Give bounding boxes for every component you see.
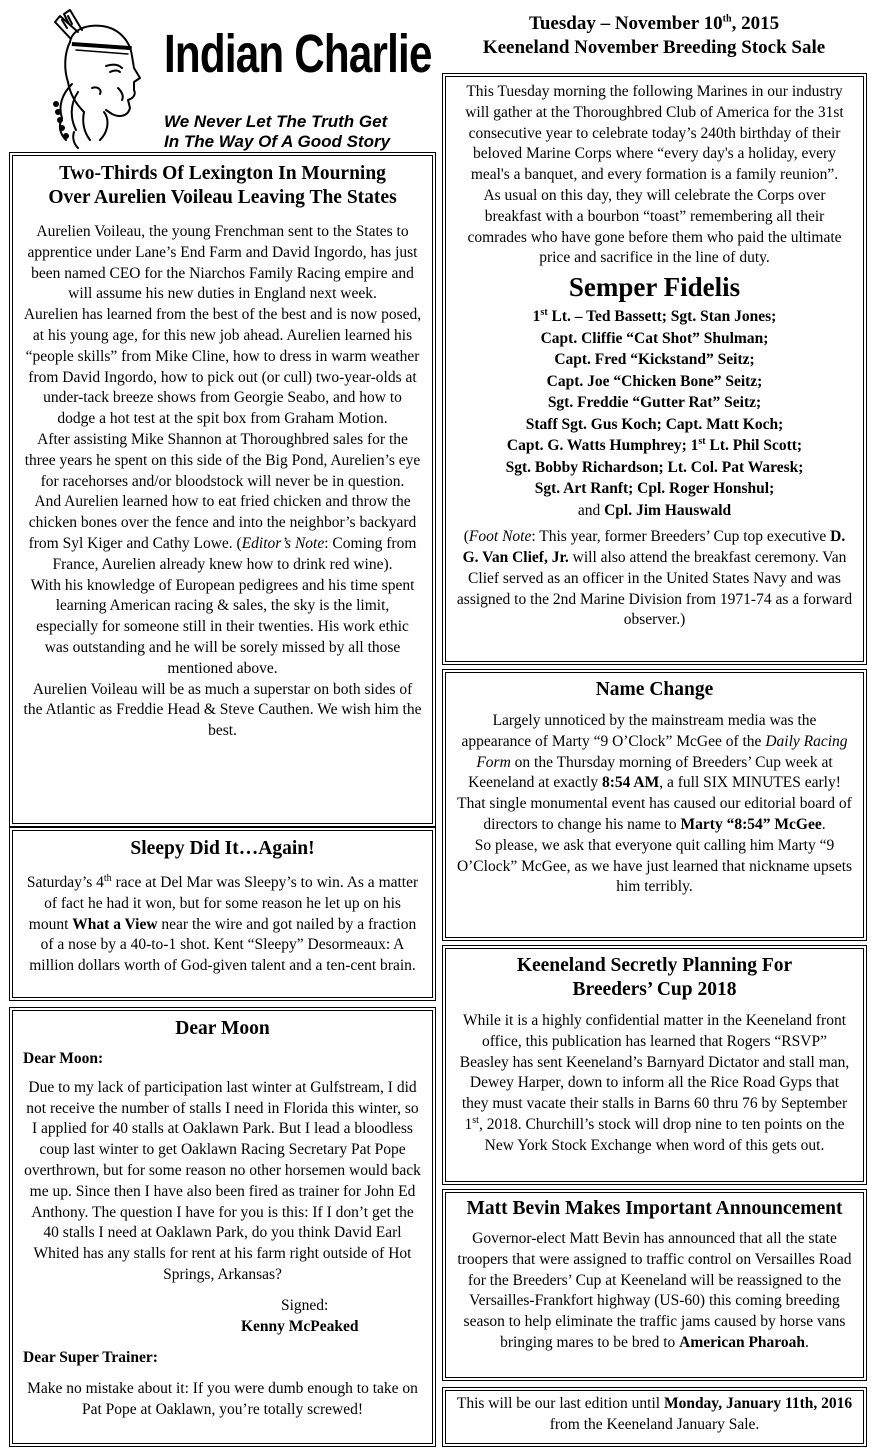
motto-line-1: We Never Let The Truth Get <box>164 112 388 131</box>
last-edition-notice <box>445 1390 864 1444</box>
article-paragraph: While it is a highly confidential matter in the Keeneland front office, this publication has learned that Rogers “RSVP” Beasley has sent Keeneland’s Barnyard Dictator and stall man, Dewey Harper, down to inform all the Rice Road Gyps that they must vacate their stalls in Barns 60 thru 76 by September 1st, 2018. Churchill’s stock will drop nine to ten points on the New York Stock Exchange when word of this gets out. <box>459 1012 850 1154</box>
letter-signer: Kenny McPeaked <box>241 1317 359 1335</box>
letter-salutation: Dear Moon: <box>23 1050 104 1067</box>
issue-event: Keeneland November Breeding Stock Sale <box>482 37 826 58</box>
editor-note-label: Editor’s Note <box>241 534 325 552</box>
article-paragraph: As usual on this day, they will celebrate the Corps over breakfast with a bourbon “toast” remembering all their comrades who have gone before them who paid the ultimate price and sacrifice in the line of duty. <box>467 186 842 267</box>
article-paragraph: Largely unnoticed by the mainstream media was the appearance of Marty “9 O’Clock” McGee of the Daily Racing Form on the Thursday morning of Breeders’ Cup week at Keeneland at exactly 8:54 AM, a full SIX MINUTES early! <box>461 712 848 792</box>
article-sleepy <box>12 830 433 998</box>
article-paragraph: After assisting Mike Shannon at Thoroughbred sales for the three years he spent on this side of the Big Pond, Aurelien’s eye for racehorses and/or bloodstock will never be in question. <box>24 430 421 490</box>
horse-name: What a View <box>72 915 158 933</box>
article-paragraph: That single monumental event has caused our editorial board of directors to change his name to Marty “8:54” McGee. <box>457 795 852 833</box>
article-title: Sleepy Did It…Again! <box>130 838 315 859</box>
issue-date: Tuesday – November 10th, 2015 <box>528 13 780 34</box>
masthead-motto <box>164 112 390 152</box>
article-paragraph: So please, we ask that everyone quit calling him Marty “9 O’Clock” McGee, as we have just learned that nickname upsets him terribly. <box>456 836 853 896</box>
letter-body: Due to my lack of participation last winter at Gulfstream, I did not receive the number of stalls I need in Florida this winter, so I applied for 40 stalls at Oaklawn Park. But I lead a bloodless coup last winter to get Oaklawn Racing Secretary Pat Pope overthrown, but for some reason no other horsemen would back me up. Since then I have also been fired as trainer for John Ed Anthony. The question I have for you is this: If I don’t get the 40 stalls I need at Oaklawn Park, do you think David Earl Whited has any stalls for rent at his farm right outside of Hot Springs, Arkansas? <box>24 1078 421 1283</box>
article-paragraph: With his knowledge of European pedigrees and his time spent learning American racing & sales, the sky is the limit, especially for someone still in their twenties. His work ethic was outstanding and he will be sorely missed by all those mentioned above. <box>30 576 415 677</box>
article-title: Two-Thirds Of Lexington In Mourning Over Aurelien Voileau Leaving The States <box>48 163 397 208</box>
article-paragraph: This Tuesday morning the following Marines in our industry will gather at the Thoroughbred Club of America for the 31st consecutive year to celebrate today’s 240th birthday of their beloved Marine Corps where “every day's a holiday, every meal's a banquet, and every formation is a family reunion”. <box>465 83 844 184</box>
article-paragraph: Aurelien has learned from the best of the best and is now posed, at his young age, for this new job ahead. Aurelien learned his “people skills” from Mike Cline, how to dress in warm weather from David Ingordo, how to pick out (or cull) two-year-olds at under-tack breeze shows from Georgie Seabo, and how to dodge a hot test at the spit box from Graham Motion. <box>23 306 422 428</box>
marines-name-list: 1st Lt. – Ted Bassett; Sgt. Stan Jones; Capt. Cliffie “Cat Shot” Shulman; Capt. Fred “Kickstand” Seitz; Capt. Joe “Chicken Bone” Seitz; Sgt. Freddie “Gutter Rat” Seitz; Staff Sgt. Gus Koch; Capt. Matt Koch; Capt. G. Watts Humphrey; 1st Lt. Phil Scott; Sgt. Bobby Richardson; Lt. Col. Pat Waresk; Sgt. Art Ranft; Cpl. Roger Honshul; and Cpl. Jim Hauswald <box>505 307 804 519</box>
article-voileau <box>12 155 433 824</box>
semper-fidelis-heading: Semper Fidelis <box>568 272 741 303</box>
article-title: Name Change <box>595 679 714 700</box>
article-paragraph: Aurelien Voileau will be as much a superstar on both sides of the Atlantic as Freddie Head & Steve Cauthen. We wish him the best. <box>23 680 422 740</box>
article-keeneland-2018 <box>445 948 864 1182</box>
masthead-title: Indian Charlie <box>164 24 432 84</box>
article-marines <box>445 76 864 662</box>
reply-salutation: Dear Super Trainer: <box>23 1349 158 1367</box>
article-matt-bevin <box>445 1192 864 1378</box>
indian-head-logo-icon <box>12 8 162 150</box>
reply-body: Make no mistake about it: If you were dumb enough to take on Pat Pope at Oaklawn, you’re totally screwed! <box>27 1380 418 1418</box>
article-paragraph: Saturday’s 4th race at Del Mar was Sleepy’s to win. As a matter of fact he had it won, but for some reason he let up on his mount What a View near the wire and got nailed by a fraction of a nose by a 40-to-1 shot. Kent “Sleepy” Desormeaux: A million dollars worth of God-given talent and a ten-cent brain. <box>26 872 419 975</box>
article-title: Keeneland Secretly Planning For Breeders’ Cup 2018 <box>516 955 793 1000</box>
article-name-change <box>445 672 864 938</box>
article-paragraph: Governor-elect Matt Bevin has announced that all the state troopers that were assigned to traffic control on Versailles Road for the Breeders’ Cup at Keeneland will be reassigned to the Versailles-Frankfort highway (US-60) this coming breeding season to help eliminate the traffic jams caused by horse vans bringing mares to be bred to American Pharoah. <box>457 1230 852 1351</box>
article-dear-moon <box>12 1010 433 1444</box>
article-title: Dear Moon <box>175 1018 270 1039</box>
article-paragraph: And Aurelien learned how to eat fried chicken and throw the chicken bones over the fence and into the neighbor’s backyard from Syl Kiger and Cathy Lowe. (Editor’s Note: Coming from France, Aurelien already knew how to drink red wine). <box>28 493 417 573</box>
foot-note: (Foot Note: This year, former Breeders’ Cup top executive D. G. Van Clief, Jr. will also attend the breakfast ceremony. Van Clief served as an officer in the United States Navy and was assigned to the 2nd Marine Division from 1971-74 as a forward observer.) <box>456 528 853 629</box>
dateline <box>442 12 866 60</box>
notice-text: This will be our last edition until Monday, January 11th, 2016 from the Keeneland January Sale. <box>456 1395 853 1433</box>
article-paragraph: Aurelien Voileau, the young Frenchman sent to the States to apprentice under Lane’s End Farm and David Ingordo, has just been named CEO for the Niarchos Family Racing empire and will assume his new duties in England next week. <box>27 223 418 303</box>
letter-signed: Signed: <box>281 1296 329 1314</box>
motto-line-2: In The Way Of A Good Story <box>164 132 391 151</box>
article-title: Matt Bevin Makes Important Announcement <box>466 1198 843 1219</box>
masthead <box>12 8 432 150</box>
